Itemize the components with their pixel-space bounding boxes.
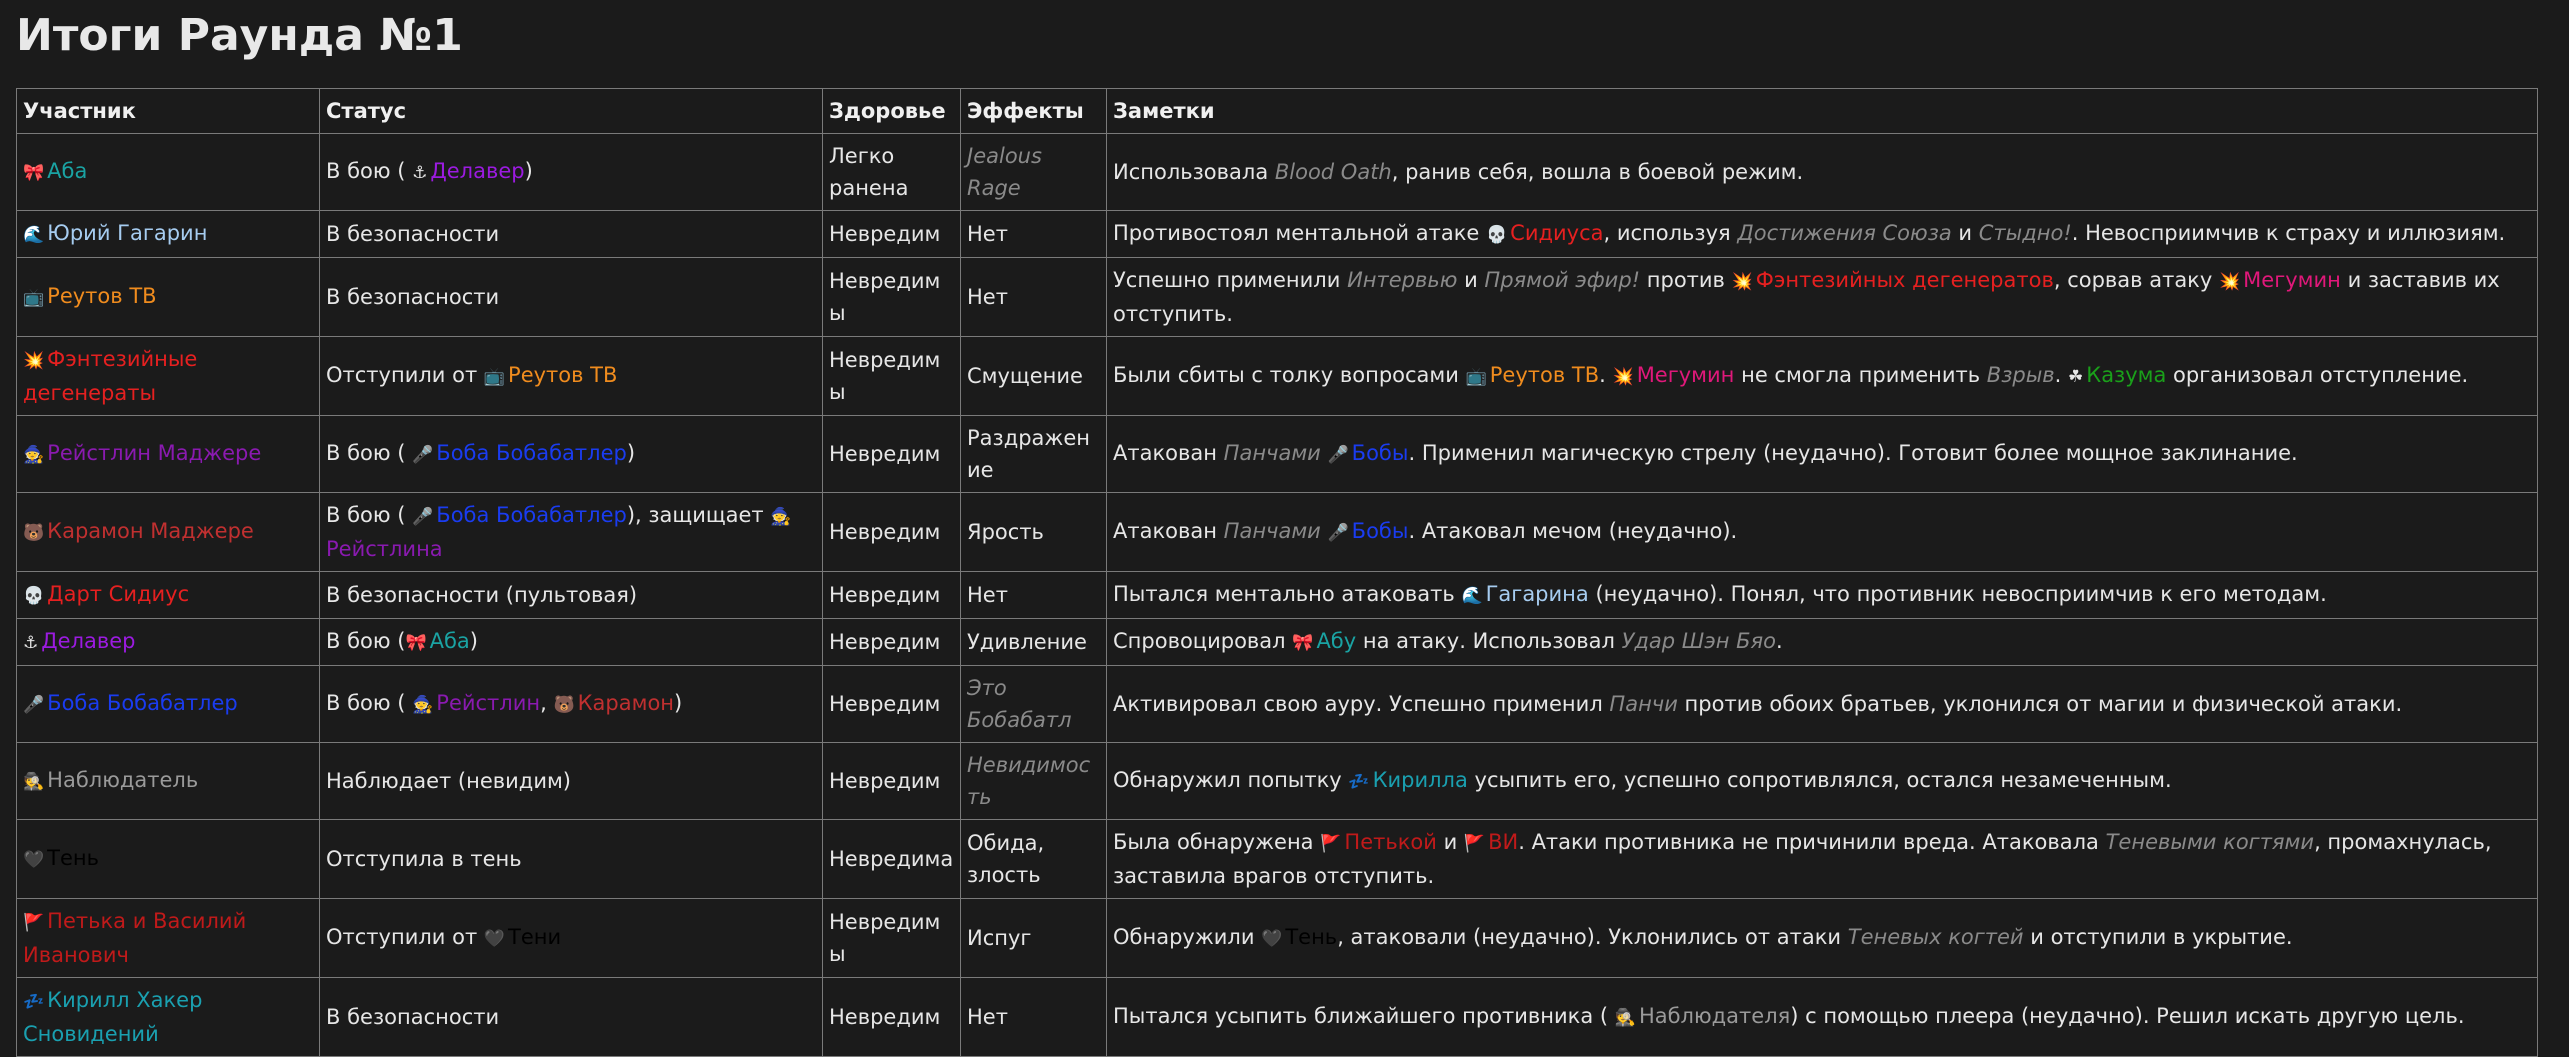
character-name: Боба Бобабатлер	[436, 503, 627, 527]
text-fragment: Пытался усыпить ближайшего противника (	[1113, 1004, 1615, 1028]
text-fragment: Атакован	[1113, 519, 1224, 543]
character-name: Кирилла	[1372, 768, 1468, 792]
character-name: Кирилл Хакер Сновидений	[23, 988, 203, 1046]
character-name: Рейстлина	[326, 537, 443, 561]
character-name: Боба Бобабатлер	[436, 441, 627, 465]
character-name: Фэнтезийные дегенераты	[23, 347, 198, 405]
participant-cell	[17, 619, 320, 666]
character-name: Дарт Сидиус	[47, 582, 190, 606]
character-name: Реутов ТВ	[1489, 363, 1600, 387]
text-fragment: .	[1599, 363, 1613, 387]
character-name: Мегумин	[2243, 268, 2341, 292]
emoji-icon: 💥	[1612, 367, 1634, 387]
ability-name: Теневыми когтями	[2105, 830, 2315, 854]
table-row	[17, 258, 2538, 337]
text-fragment: В бою (	[326, 691, 413, 715]
text-fragment: В безопасности	[326, 285, 500, 309]
status-cell	[320, 820, 823, 899]
text-fragment: Отступила в тень	[326, 847, 522, 871]
results-table	[16, 88, 2538, 1057]
character-name: Юрий Гагарин	[47, 221, 208, 245]
emoji-icon: 🐻	[553, 695, 575, 715]
health-cell: Невредим	[823, 493, 961, 572]
text-fragment: против обоих братьев, уклонился от магии и физической атаки.	[1677, 692, 2403, 716]
text-fragment: . Атаковал мечом (неудачно).	[1408, 519, 1738, 543]
text-fragment: Атакован	[1113, 441, 1224, 465]
health-cell: Невредима	[823, 820, 961, 899]
participant-cell	[17, 899, 320, 978]
text-fragment: не смогла применить	[1734, 363, 1987, 387]
ability-name: Стыдно!	[1978, 221, 2072, 245]
text-fragment: Противостоял ментальной атаке	[1113, 221, 1486, 245]
col-header-status: Статус	[320, 89, 823, 134]
text-fragment: .	[1776, 629, 1783, 653]
text-fragment: . Атаки противника не причинили вреда. Атаковала	[1518, 830, 2106, 854]
text-fragment: Спровоцировал	[1113, 629, 1293, 653]
status-cell	[320, 337, 823, 416]
text-fragment: против	[1640, 268, 1732, 292]
effects-cell: Смущение	[961, 337, 1107, 416]
table-row	[17, 899, 2538, 978]
text-fragment: , атаковали (неудачно). Уклонились от атаки	[1337, 925, 1848, 949]
col-header-participant: Участник	[17, 89, 320, 134]
participant-cell	[17, 666, 320, 743]
status-cell	[320, 134, 823, 211]
emoji-icon: 💤	[1348, 772, 1370, 792]
participant-cell	[17, 211, 320, 258]
emoji-icon: 💥	[2218, 272, 2241, 292]
character-name: Сидиуса	[1510, 221, 1604, 245]
character-name: Реутов ТВ	[47, 284, 157, 308]
effects-cell: Нет	[961, 572, 1107, 619]
participant-cell	[17, 337, 320, 416]
text-fragment: организовал отступление.	[2166, 363, 2469, 387]
character-name: Тень	[47, 846, 100, 870]
table-row	[17, 416, 2538, 493]
health-cell: Легко ранена	[823, 134, 961, 211]
participant-cell	[17, 493, 320, 572]
emoji-icon: 🎤	[412, 507, 434, 527]
text-fragment: )	[674, 691, 683, 715]
emoji-icon: 🚩	[23, 913, 45, 933]
character-name: Карамон Маджере	[47, 519, 254, 543]
character-name: Карамон	[577, 691, 675, 715]
table-row	[17, 211, 2538, 258]
character-name: Аба	[47, 159, 88, 183]
text-fragment: ,	[540, 691, 554, 715]
health-cell: Невредим	[823, 743, 961, 820]
text-fragment: ), защищает	[626, 503, 771, 527]
effects-cell: Испуг	[961, 899, 1107, 978]
text-fragment: ) с помощью плеера (неудачно). Решил искать другую цель.	[1790, 1004, 2465, 1028]
health-cell: Невредимы	[823, 337, 961, 416]
table-row	[17, 572, 2538, 619]
character-name: Тень	[1285, 925, 1338, 949]
table-row	[17, 493, 2538, 572]
text-fragment: и отступили в укрытие.	[2023, 925, 2293, 949]
emoji-icon: 🚩	[1320, 834, 1342, 854]
emoji-icon: 🕵	[1614, 1008, 1636, 1028]
participant-cell	[17, 258, 320, 337]
text-fragment: . Применил магическую стрелу (неудачно). Готовит более мощное заклинание.	[1408, 441, 2298, 465]
emoji-icon: 🎤	[1327, 523, 1349, 543]
character-name: Гагарина	[1485, 582, 1589, 606]
text-fragment: Были сбиты с толку вопросами	[1113, 363, 1466, 387]
emoji-icon: 🎤	[1327, 445, 1349, 465]
ability-name: Панчи	[1609, 692, 1678, 716]
character-name: Реутов ТВ	[508, 363, 618, 387]
ability-name: Достижения Союза	[1737, 221, 1952, 245]
emoji-icon: ☘	[2068, 367, 2084, 387]
notes-cell	[1107, 337, 2538, 416]
character-name: Тени	[508, 925, 562, 949]
emoji-icon: 💥	[1731, 272, 1753, 292]
notes-cell	[1107, 666, 2538, 743]
emoji-icon: 🖤	[23, 850, 45, 870]
emoji-icon: 🕵	[23, 772, 45, 792]
text-fragment: , промахнулась, заставила врагов отступить.	[1113, 830, 2492, 888]
character-name: Фэнтезийных дегенератов	[1755, 268, 2054, 292]
health-cell: Невредим	[823, 211, 961, 258]
status-cell	[320, 211, 823, 258]
participant-cell	[17, 416, 320, 493]
character-name: Наблюдателя	[1638, 1004, 1791, 1028]
emoji-icon: 🌊	[23, 225, 45, 245]
notes-cell	[1107, 258, 2538, 337]
text-fragment: усыпить его, успешно сопротивлялся, остался незамеченным.	[1467, 768, 2172, 792]
col-header-notes: Заметки	[1107, 89, 2538, 134]
text-fragment: Обнаружил попытку	[1113, 768, 1349, 792]
notes-cell	[1107, 211, 2538, 258]
text-fragment: Активировал свою ауру. Успешно применил	[1113, 692, 1610, 716]
text-fragment: В безопасности (пультовая)	[326, 583, 638, 607]
character-name: Аба	[429, 629, 470, 653]
effects-cell: Jealous Rage	[961, 134, 1107, 211]
text-fragment: Наблюдает (невидим)	[326, 769, 571, 793]
effects-cell: Раздражение	[961, 416, 1107, 493]
text-fragment: и	[1951, 221, 1979, 245]
effects-cell: Удивление	[961, 619, 1107, 666]
character-name: Рейстлин Маджере	[47, 441, 262, 465]
text-fragment: и заставив их отступить.	[1113, 268, 2500, 326]
health-cell: Невредимы	[823, 899, 961, 978]
health-cell: Невредим	[823, 619, 961, 666]
character-name: Делавер	[41, 629, 136, 653]
text-fragment: Отступили от	[326, 925, 484, 949]
table-row	[17, 820, 2538, 899]
table-header-row	[17, 89, 2538, 134]
text-fragment: Была обнаружена	[1113, 830, 1321, 854]
notes-cell	[1107, 134, 2538, 211]
character-name: Бобы	[1351, 519, 1409, 543]
text-fragment: , ранив себя, вошла в боевой режим.	[1391, 160, 1804, 184]
emoji-icon: 💀	[23, 586, 45, 606]
character-name: ВИ	[1488, 830, 1519, 854]
character-name: Петька и Василий Иванович	[23, 909, 247, 967]
character-name: Наблюдатель	[47, 768, 199, 792]
character-name: Боба Бобабатлер	[47, 691, 238, 715]
status-cell	[320, 258, 823, 337]
text-fragment: Отступили от	[326, 363, 484, 387]
notes-cell	[1107, 416, 2538, 493]
health-cell: Невредим	[823, 666, 961, 743]
text-fragment	[1321, 519, 1328, 543]
participant-cell	[17, 134, 320, 211]
emoji-icon: 🌊	[1461, 586, 1483, 606]
character-name: Казума	[2086, 363, 2167, 387]
table-row	[17, 337, 2538, 416]
effects-cell: Нет	[961, 258, 1107, 337]
table-row	[17, 134, 2538, 211]
text-fragment: )	[524, 159, 533, 183]
text-fragment: . Невосприимчив к страху и иллюзиям.	[2071, 221, 2506, 245]
character-name: Делавер	[430, 159, 525, 183]
emoji-icon: 🎀	[23, 163, 45, 183]
col-header-health: Здоровье	[823, 89, 961, 134]
status-cell	[320, 493, 823, 572]
text-fragment: Пытался ментально атаковать	[1113, 582, 1462, 606]
emoji-icon: 📺	[23, 288, 45, 308]
ability-name: Blood Oath	[1274, 160, 1392, 184]
health-cell: Невредим	[823, 572, 961, 619]
character-name: Петькой	[1344, 830, 1437, 854]
col-header-effects: Эффекты	[961, 89, 1107, 134]
emoji-icon: ⚓	[23, 633, 39, 653]
participant-cell	[17, 572, 320, 619]
text-fragment: , используя	[1603, 221, 1738, 245]
emoji-icon: 🧙	[412, 695, 434, 715]
emoji-icon: 🎀	[405, 633, 427, 653]
effects-cell: Обида, злость	[961, 820, 1107, 899]
emoji-icon: 🖤	[483, 929, 506, 949]
text-fragment: Использовала	[1113, 160, 1275, 184]
notes-cell	[1107, 899, 2538, 978]
character-name: Рейстлин	[436, 691, 541, 715]
emoji-icon: 📺	[1465, 367, 1487, 387]
ability-name: Интервью	[1347, 268, 1458, 292]
text-fragment: Успешно применили	[1113, 268, 1348, 292]
text-fragment	[1321, 441, 1328, 465]
effects-cell: Это Бобабатл	[961, 666, 1107, 743]
ability-name: Панчами	[1223, 441, 1321, 465]
ability-name: Взрыв	[1986, 363, 2055, 387]
table-body	[17, 134, 2538, 1057]
notes-cell	[1107, 572, 2538, 619]
table-row	[17, 619, 2538, 666]
table-row	[17, 666, 2538, 743]
status-cell	[320, 899, 823, 978]
emoji-icon: 🖤	[1261, 929, 1283, 949]
ability-name: Удар Шэн Бяо	[1621, 629, 1777, 653]
emoji-icon: 🐻	[23, 523, 45, 543]
status-cell	[320, 572, 823, 619]
text-fragment: В бою (	[326, 159, 413, 183]
notes-cell	[1107, 493, 2538, 572]
character-name: Бобы	[1351, 441, 1409, 465]
status-cell	[320, 743, 823, 820]
ability-name: Теневых когтей	[1847, 925, 2024, 949]
emoji-icon: 🎤	[23, 695, 45, 715]
notes-cell	[1107, 619, 2538, 666]
notes-cell	[1107, 820, 2538, 899]
emoji-icon: 💤	[23, 992, 45, 1012]
effects-cell: Нет	[961, 211, 1107, 258]
text-fragment: , сорвав атаку	[2053, 268, 2219, 292]
text-fragment: В безопасности	[326, 1005, 500, 1029]
emoji-icon: 🚩	[1463, 834, 1486, 854]
text-fragment: )	[469, 629, 478, 653]
text-fragment: на атаку. Использовал	[1356, 629, 1622, 653]
text-fragment: В безопасности	[326, 222, 500, 246]
ability-name: Прямой эфир!	[1484, 268, 1641, 292]
status-cell	[320, 666, 823, 743]
text-fragment: В бою (	[326, 629, 406, 653]
status-cell	[320, 619, 823, 666]
emoji-icon: ⚓	[412, 163, 428, 183]
ability-name: Панчами	[1223, 519, 1321, 543]
emoji-icon: 🎀	[1292, 633, 1314, 653]
text-fragment: )	[626, 441, 636, 465]
character-name: Абу	[1316, 629, 1357, 653]
emoji-icon: 📺	[483, 367, 506, 387]
participant-cell	[17, 743, 320, 820]
text-fragment: Обнаружили	[1113, 925, 1262, 949]
emoji-icon: 🧙	[770, 507, 792, 527]
effects-cell: Ярость	[961, 493, 1107, 572]
participant-cell	[17, 820, 320, 899]
text-fragment: и	[1457, 268, 1485, 292]
text-fragment: (неудачно). Понял, что противник невосприимчив к его методам.	[1588, 582, 2327, 606]
character-name: Мегумин	[1636, 363, 1735, 387]
text-fragment: .	[2054, 363, 2069, 387]
effects-cell: Нет	[961, 978, 1107, 1057]
notes-cell	[1107, 743, 2538, 820]
emoji-icon: 💥	[23, 351, 45, 371]
emoji-icon: 🎤	[412, 445, 434, 465]
text-fragment: В бою (	[326, 441, 413, 465]
effects-cell: Невидимость	[961, 743, 1107, 820]
emoji-icon: 🧙	[23, 445, 45, 465]
health-cell: Невредимы	[823, 258, 961, 337]
text-fragment: и	[1436, 830, 1464, 854]
text-fragment: В бою (	[326, 503, 413, 527]
health-cell: Невредим	[823, 416, 961, 493]
table-row	[17, 743, 2538, 820]
emoji-icon: 💀	[1485, 225, 1508, 245]
health-cell: Невредим	[823, 978, 961, 1057]
page-title: Итоги Раунда №1	[16, 10, 463, 61]
status-cell	[320, 416, 823, 493]
